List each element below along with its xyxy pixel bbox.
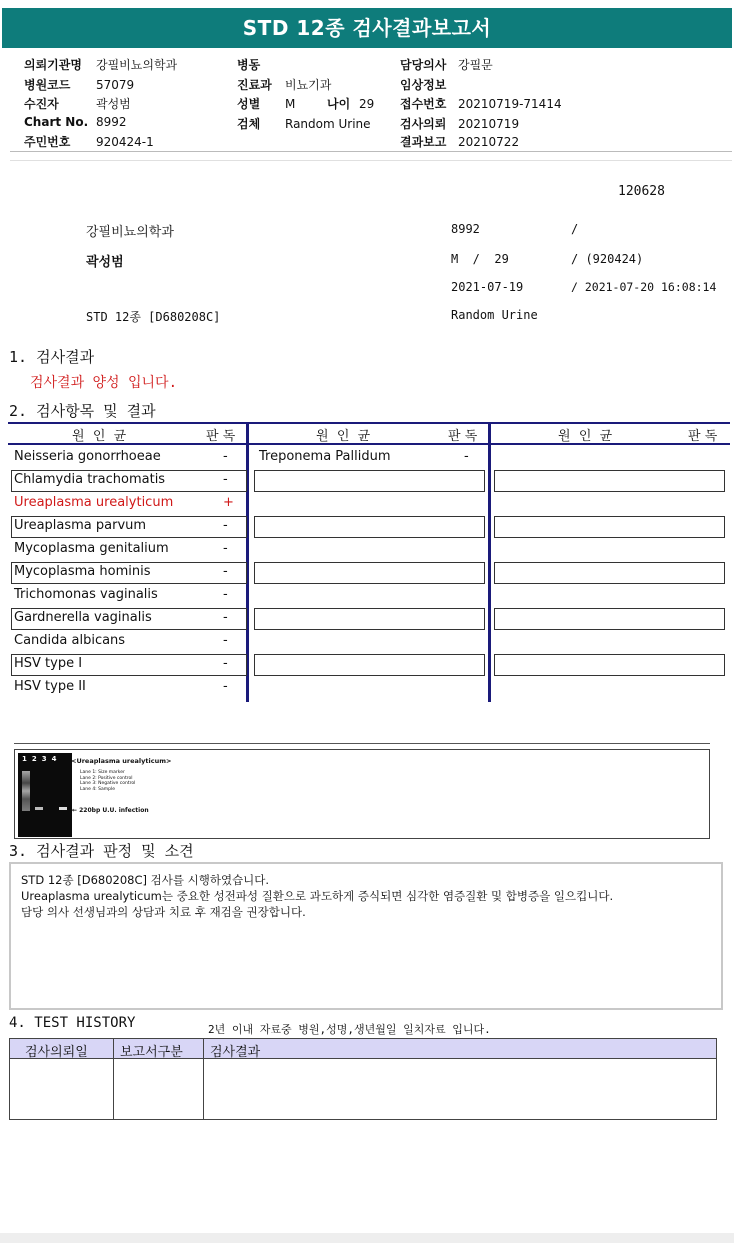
lane-numbers: 1234	[22, 755, 62, 763]
test-name: STD 12종 [D680208C]	[86, 310, 221, 324]
column-divider	[203, 1039, 204, 1119]
organism-name: Mycoplasma genitalium	[14, 541, 169, 556]
row-box	[254, 654, 485, 676]
page-footer	[0, 1233, 734, 1243]
organism-name: Candida albicans	[14, 633, 126, 648]
organism-name: HSV type I	[14, 656, 83, 671]
judge-mark: -	[223, 679, 228, 694]
header-row: 검체 Random Urine	[237, 117, 371, 131]
header-row: 나이 29	[327, 97, 375, 111]
section-title-history: 4. TEST HISTORY	[9, 1015, 136, 1031]
column-divider	[488, 422, 491, 702]
gel-legend: Lane 1: Size marker Lane 2: Positive control Lane 3: Negative control Lane 4: Sample	[80, 770, 136, 792]
header-judge: 판 독	[448, 429, 478, 444]
ssn: / (920424)	[571, 252, 644, 266]
header-row: 수진자 곽성범	[24, 97, 131, 111]
header-row: 진료과 비뇨기과	[237, 78, 332, 92]
history-header	[10, 1039, 716, 1059]
band	[35, 807, 43, 810]
column-divider	[113, 1039, 114, 1119]
organism-name: Neisseria gonorrhoeae	[14, 449, 161, 464]
organism-name: Ureaplasma urealyticum	[14, 495, 174, 510]
row-box	[494, 654, 725, 676]
header-row: 주민번호 920424-1	[24, 135, 154, 149]
row-box	[254, 470, 485, 492]
report-title: STD 12종 검사결과보고서	[2, 8, 732, 48]
row-box	[494, 608, 725, 630]
header-row: Chart No. 8992	[24, 115, 127, 129]
row-box	[254, 516, 485, 538]
marker-ladder	[22, 771, 30, 811]
header-row: 성별 M	[237, 97, 296, 111]
patient-name: 곽성범	[86, 255, 124, 270]
header-organism: 원 인 균	[316, 429, 371, 444]
history-col-date: 검사의뢰일	[25, 1045, 88, 1060]
positive-result: 검사결과 양성 입니다.	[30, 375, 178, 391]
header-organism: 원 인 균	[72, 429, 127, 444]
header-judge: 판 독	[688, 429, 718, 444]
header-row: 접수번호 20210719-71414	[400, 97, 562, 111]
band-label: ← 220bp U.U. infection	[72, 807, 149, 814]
row-box	[494, 516, 725, 538]
organism-name: Trichomonas vaginalis	[14, 587, 158, 602]
judge-mark: +	[223, 495, 234, 510]
clinic-name: 강필비뇨의학과	[86, 225, 174, 240]
header-row: 담당의사 강필문	[400, 58, 493, 72]
judge-mark: -	[223, 472, 228, 487]
table-top-rule	[8, 422, 730, 424]
header-row: 임상정보	[400, 78, 447, 92]
opinion-line: Ureaplasma urealyticum는 중요한 성전파성 질환으로 과도하게 증식되면 심각한 염증질환 및 합병증을 일으킵니다.	[21, 889, 614, 903]
row-box	[494, 562, 725, 584]
judge-mark: -	[223, 449, 228, 464]
history-col-result: 검사결과	[210, 1045, 261, 1060]
organism-name: Gardnerella vaginalis	[14, 610, 152, 625]
judge-mark: -	[223, 541, 228, 556]
header-row: 의뢰기관명 강필비뇨의학과	[24, 58, 178, 72]
section-title-opinion: 3. 검사결과 판정 및 소견	[9, 842, 194, 860]
section-title-result: 1. 검사결과	[9, 348, 95, 366]
opinion-line: 담당 의사 선생님과의 상담과 치료 후 재검을 권장합니다.	[21, 905, 306, 919]
judge-mark: -	[464, 449, 469, 464]
judge-mark: -	[223, 518, 228, 533]
judge-mark: -	[223, 587, 228, 602]
divider	[10, 160, 732, 161]
organism-name: HSV type II	[14, 679, 86, 694]
header-organism: 원 인 균	[558, 429, 613, 444]
header-row: 결과보고 20210722	[400, 135, 520, 149]
row-box	[254, 562, 485, 584]
header-row: 병동	[237, 58, 261, 72]
section-title-items: 2. 검사항목 및 결과	[9, 402, 156, 420]
receive-date: 2021-07-19	[451, 280, 524, 294]
chart-number: 8992	[451, 222, 480, 236]
history-col-type: 보고서구분	[120, 1045, 183, 1060]
judge-mark: -	[223, 610, 228, 625]
report-code: 120628	[618, 184, 665, 199]
sex-age: M / 29	[451, 252, 509, 266]
header-row: 검사의뢰 20210719	[400, 117, 520, 131]
opinion-box	[9, 862, 723, 1010]
opinion-line: STD 12종 [D680208C] 검사를 시행하였습니다.	[21, 873, 270, 887]
row-box	[494, 470, 725, 492]
organism-name: Mycoplasma hominis	[14, 564, 151, 579]
gel-heading: <Ureaplasma urealyticum>	[71, 757, 172, 765]
judge-mark: -	[223, 564, 228, 579]
band	[59, 807, 67, 810]
header-judge: 판 독	[206, 429, 236, 444]
judge-mark: -	[223, 656, 228, 671]
organism-name: Treponema Pallidum	[259, 449, 391, 464]
header-row: 병원코드 57079	[24, 78, 135, 92]
separator: /	[571, 222, 579, 236]
organism-name: Chlamydia trachomatis	[14, 472, 166, 487]
specimen: Random Urine	[451, 308, 538, 322]
divider	[10, 151, 732, 152]
row-box	[254, 608, 485, 630]
organism-name: Ureaplasma parvum	[14, 518, 147, 533]
judge-mark: -	[223, 633, 228, 648]
gel-image	[18, 753, 72, 837]
history-table	[9, 1038, 717, 1120]
report-datetime: / 2021-07-20 16:08:14	[571, 280, 717, 294]
history-note: 2년 이내 자료중 병원,성명,생년월일 일치자료 입니다.	[208, 1023, 491, 1036]
divider	[14, 743, 710, 744]
